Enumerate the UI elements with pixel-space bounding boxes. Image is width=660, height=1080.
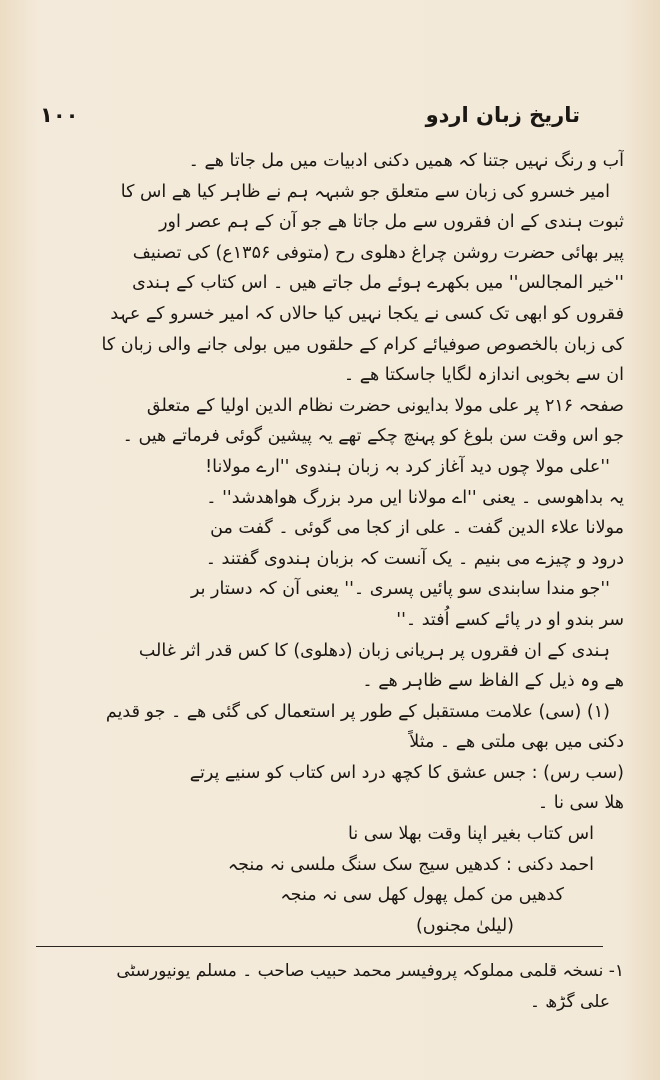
text-line: کدھیں من کمل پھول کھل سی نہ منجہ bbox=[280, 885, 564, 906]
footnote bbox=[36, 956, 624, 1017]
body-text bbox=[36, 146, 624, 941]
text-line: ''خیر المجالس'' میں بکھرے ہوئے مل جاتے ھیں ۔ اس کتاب کے ہندی bbox=[132, 273, 624, 294]
text-line: ہندی کے ان فقروں پر ہریانی زبان (دھلوی) کا کس قدر اثر غالب bbox=[138, 640, 610, 661]
text-line: جو اس وقت سن بلوغ کو پہنچ چکے تھے یہ پیشین گوئی فرماتے ھیں ۔ bbox=[122, 426, 624, 447]
footnote-divider bbox=[36, 946, 603, 947]
text-line: سر بندو او در پائے کسے اُفتد ۔'' bbox=[396, 609, 624, 630]
page-header bbox=[40, 103, 580, 137]
text-line: درود و چیزے می بنیم ۔ یک آنست کہ بزبان ہندوی گفتند ۔ bbox=[205, 548, 624, 569]
text-line: امیر خسرو کی زبان سے متعلق جو شبہہ ہم نے ظاہر کیا ھے اس کا bbox=[120, 181, 610, 202]
text-line: ''علی مولا چوں دید آغاز کرد بہ زبان ہندوی ''ارے مولانا! bbox=[205, 456, 610, 477]
text-line: آب و رنگ نہیں جتنا کہ ھمیں دکنی ادبیات میں مل جاتا ھے ۔ bbox=[188, 151, 624, 171]
text-line: ھلا سی نا ۔ bbox=[537, 793, 624, 814]
text-line: ثبوت ہندی کے ان فقروں سے مل جاتا ھے جو آن کے ہم عصر اور bbox=[159, 212, 624, 233]
text-line: احمد دکنی : کدھیں سیج سک سنگ ملسی نہ منجہ bbox=[227, 854, 594, 875]
text-line: ھے وہ ذیل کے الفاظ سے ظاہر ھے ۔ bbox=[362, 671, 624, 692]
text-line: فقروں کو ابھی تک کسی نے یکجا نہیں کیا حالاں کہ امیر خسرو کے عہد bbox=[110, 303, 624, 324]
text-line: اس کتاب بغیر اپنا وقت بھلا سی نا bbox=[347, 824, 594, 845]
text-line: مولانا علاء الدین گفت ۔ علی از کجا می گوئی ۔ گفت من bbox=[210, 518, 624, 539]
footnote-line: ۱- نسخہ قلمی مملوکہ پروفیسر محمد حبیب صاحب ۔ مسلم یونیورسٹی bbox=[116, 961, 624, 981]
text-line: ''جو مندا سابندی سو پائیں پسری ۔'' یعنی آن کہ دستار بر bbox=[190, 579, 610, 600]
text-line: دکنی میں بھی ملتی ھے ۔ مثلاً bbox=[409, 732, 624, 753]
text-line: (لیلیٰ مجنوں) bbox=[415, 915, 514, 936]
text-line: (سب رس) : جس عشق کا کچھ درد اس کتاب کو سنیے پرتے bbox=[189, 762, 624, 783]
text-line: کی زبان بالخصوص صوفیائے کرام کے حلقوں میں بولی جانے والی زبان کا bbox=[101, 334, 624, 355]
text-line: (۱) (سی) علامت مستقبل کے طور پر استعمال کی گئی ھے ۔ جو قدیم bbox=[105, 701, 610, 722]
text-line: یہ بداھوسی ۔ یعنی ''اے مولانا ایں مرد بزرگ ھواھدشد'' ۔ bbox=[206, 487, 624, 508]
text-line: پیر بھائی حضرت روشن چراغ دھلوی رح (متوفی ۱۳۵۶ع) کی تصنیف bbox=[132, 242, 624, 263]
running-title: تاریخ زبان اردو bbox=[425, 103, 580, 127]
text-line: ان سے بخوبی اندازہ لگایا جاسکتا ھے ۔ bbox=[343, 365, 624, 386]
page-number: ۱۰۰ bbox=[40, 103, 79, 127]
text-line: صفحہ ۲۱۶ پر علی مولا بدایونی حضرت نظام الدین اولیا کے متعلق bbox=[146, 395, 624, 416]
footnote-line: علی گڑھ ۔ bbox=[529, 991, 610, 1012]
